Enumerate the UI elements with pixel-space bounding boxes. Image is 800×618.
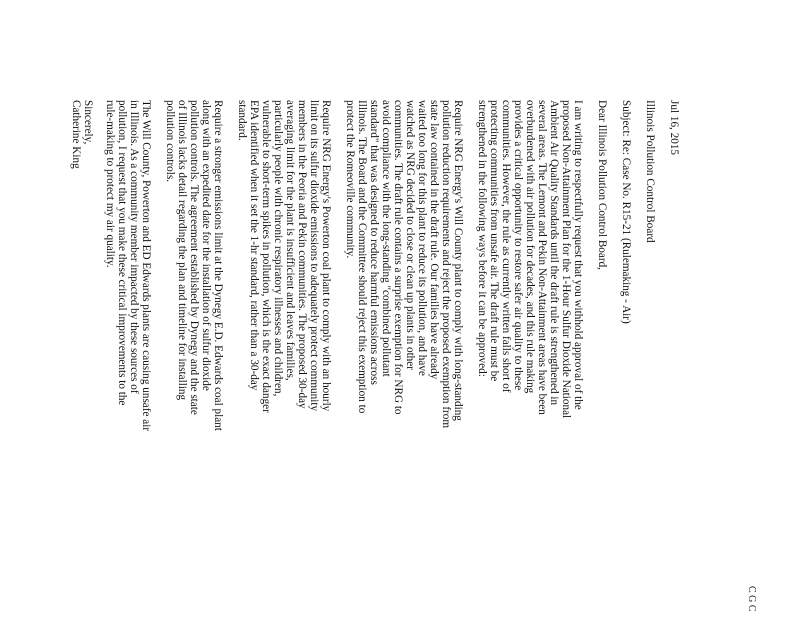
letter-subject: Subject: Re: Case No. R15-21 (Rulemaking - Air) [620,100,632,324]
paragraph-line: of Illinois lacks detail regarding the plan and timeline for installing [176,100,188,401]
paragraph-line: standard. [236,100,248,141]
letter-date: Jul 16, 2015 [668,100,680,156]
paragraph-line: Require NRG Energy's Powerton coal plant to comply with an hourly [320,100,332,412]
paragraph-line: pollution controls. The agreement established by Dynegy and the state [188,100,200,415]
paragraph-line: standard" that was designed to reduce harmful emissions across [368,100,380,385]
paragraph-line: members in the Peoria and Pekin communities. The proposed 30-day [296,100,308,409]
paragraph-line: rule-making to protect my air quality. [104,100,116,268]
paragraph-line: in Illinois. As a community member impacted by these sources of [128,100,140,394]
paragraph-line: along with an expedited date for the installation of sulfur dioxide [200,100,212,391]
paragraph-powerton [236,100,332,618]
paragraph-line: EPA identified when it set the 1-hr standard, rather than a 30-day [248,100,260,391]
paragraph-line: waited too long for this plant to reduce its pollution, and have [416,100,428,376]
letter-body [60,100,680,618]
paragraph-line: communities. The draft rule contains a surprise exemption for NRG to [392,100,404,415]
paragraph-line: provides a critical opportunity to restore safer air quality to these [512,100,524,391]
paragraph-line: vulnerable to short-term spikes in pollution, which is the exact danger [260,100,272,413]
paragraph-line: I am writing to respectfully request that you withhold approval of the [572,100,584,410]
paragraph-line: protect the Romeoville community. [344,100,356,259]
paragraph-line: strengthened in the following ways before it can be approved: [476,100,488,377]
paragraph-line: pollution reduction requirements and reject the proposed exemption from [440,100,452,429]
paragraph-line: proposed Non-Attainment Plan for the 1-Hour Sulfur Dioxide National [560,100,572,419]
paragraph-conclusion [104,100,152,618]
paragraph-line: Illinois. The Board and the Committee should reject this exemption to [356,100,368,414]
paragraph-line: avoid compliance with the long-standing "combined pollutant [380,100,392,377]
paragraph-line: pollution, I request that you make these critical improvements to the [116,100,128,406]
paragraph-line: limit on its sulfur dioxide emissions to adequately protect community [308,100,320,412]
paragraph-line: averaging limit for the plant is insufficient and leaves families, [284,100,296,381]
paragraph-line: several areas. The Lemont and Pekin Non-Attainment areas have been [536,100,548,415]
paragraph-line: particularly people with chronic respiratory illnesses and children, [272,100,284,397]
paragraph-line: Ambient Air Quality Standards until the draft rule is strengthened in [548,100,560,406]
page-corner-mark: C G C [746,586,757,612]
paragraph-line: Require NRG Energy's Will County plant to comply with long-standing [452,100,464,421]
paragraph-line: watched as NRG decided to close or clean up plants in other [404,100,416,370]
paragraph-line: overburdened with air pollution for decades, and this rule making [524,100,536,394]
paragraph-line: protecting communities from unsafe air. The draft rule must be [488,100,500,382]
paragraph-line: Require a stronger emissions limit at the Dynegy E.D. Edwards coal plant [212,100,224,431]
paragraph-intro [476,100,584,618]
paragraph-line: state law contained in the draft rule. Our families have already [428,100,440,380]
paragraph-line: pollution controls. [164,100,176,183]
paragraph-line: The Will County, Powerton and ED Edwards plants are causing unsafe air [140,100,152,432]
letter-closing: Sincerely, [82,100,94,145]
paragraph-ed-edwards [164,100,224,618]
paragraph-will-county [344,100,464,618]
letter-salutation: Dear Illinois Pollution Control Board, [596,100,608,270]
letter-signature: Catherine King [70,100,82,169]
paragraph-line: communities. However, the rule as currently written falls short of [500,100,512,393]
letter-recipient: Illinois Pollution Control Board [644,100,656,243]
